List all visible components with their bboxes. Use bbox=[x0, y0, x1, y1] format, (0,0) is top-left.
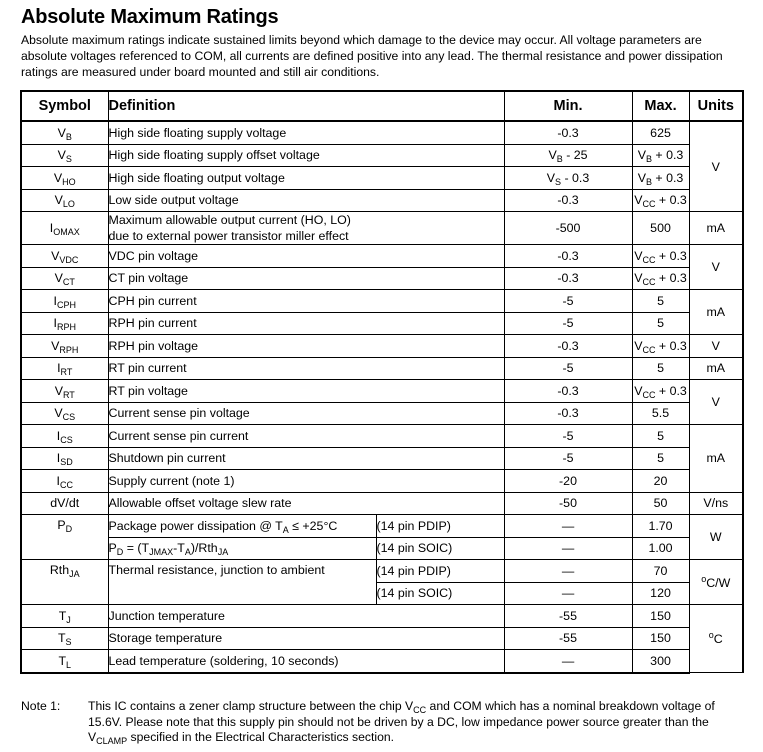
symbol-cell: $I_{RPH}$ bbox=[21, 312, 108, 335]
definition-cell: CPH pin current bbox=[108, 290, 504, 313]
units-cell: mA bbox=[689, 290, 743, 335]
max-cell: 5 bbox=[632, 312, 689, 335]
footnote bbox=[21, 699, 743, 746]
units-cell: V bbox=[689, 245, 743, 290]
units-cell: $^o$C/W bbox=[689, 560, 743, 605]
units-cell: $^o$C bbox=[689, 605, 743, 673]
definition-cell: Junction temperature bbox=[108, 605, 504, 628]
table-row bbox=[21, 144, 743, 167]
definition-cell: Shutdown pin current bbox=[108, 447, 504, 470]
max-cell: 5.5 bbox=[632, 402, 689, 425]
package-cell: (14 pin SOIC) bbox=[376, 582, 504, 605]
table-row bbox=[21, 312, 743, 335]
definition-cell: Supply current (note 1) bbox=[108, 470, 504, 493]
min-cell: -50 bbox=[504, 492, 632, 515]
symbol-cell: $I_{SD}$ bbox=[21, 447, 108, 470]
units-cell: mA bbox=[689, 357, 743, 380]
symbol-cell: $V_{LO}$ bbox=[21, 189, 108, 212]
symbol-cell: $V_S$ bbox=[21, 144, 108, 167]
min-cell: — bbox=[504, 582, 632, 605]
definition-cell: Current sense pin voltage bbox=[108, 402, 504, 425]
units-cell: V/ns bbox=[689, 492, 743, 515]
min-cell: — bbox=[504, 560, 632, 583]
absolute-maximum-ratings-table bbox=[20, 90, 744, 674]
units-cell: V bbox=[689, 380, 743, 425]
definition-cell: Thermal resistance, junction to ambient bbox=[108, 560, 376, 605]
definition-cell: RPH pin voltage bbox=[108, 335, 504, 358]
min-cell: -0.3 bbox=[504, 121, 632, 144]
max-cell: 5 bbox=[632, 447, 689, 470]
symbol-cell: $P_D$ bbox=[21, 515, 108, 560]
package-cell: (14 pin PDIP) bbox=[376, 560, 504, 583]
max-cell: $V_B + 0.3$ bbox=[632, 144, 689, 167]
symbol-cell: $V_{RPH}$ bbox=[21, 335, 108, 358]
table-row bbox=[21, 212, 743, 245]
intro-paragraph: Absolute maximum ratings indicate sustained limits beyond which damage to the device may occur. All voltage parameters are absolute voltages referenced to COM, all currents are defined positive into any lead. The thermal resistance and power dissipation ratings are measured under board mounted and still air conditions. bbox=[21, 33, 723, 79]
definition-cell: High side floating output voltage bbox=[108, 167, 504, 190]
header-symbol: Symbol bbox=[21, 91, 108, 121]
symbol-cell: $T_L$ bbox=[21, 650, 108, 673]
definition-cell: CT pin voltage bbox=[108, 267, 504, 290]
min-cell: -20 bbox=[504, 470, 632, 493]
symbol-cell: $V_{HO}$ bbox=[21, 167, 108, 190]
table-row bbox=[21, 189, 743, 212]
symbol-cell: dV/dt bbox=[21, 492, 108, 515]
symbol-cell: $V_{CS}$ bbox=[21, 402, 108, 425]
definition-cell: VDC pin voltage bbox=[108, 245, 504, 268]
min-cell: -5 bbox=[504, 425, 632, 448]
symbol-cell: $I_{RT}$ bbox=[21, 357, 108, 380]
min-cell: -0.3 bbox=[504, 402, 632, 425]
definition-cell: $P_D = (T_{JMAX}-T_A)/Rth_{JA}$ bbox=[108, 537, 376, 560]
max-cell: $V_{CC} + 0.3$ bbox=[632, 380, 689, 403]
symbol-cell: $V_{VDC}$ bbox=[21, 245, 108, 268]
max-cell: 150 bbox=[632, 627, 689, 650]
max-cell: $V_{CC} + 0.3$ bbox=[632, 189, 689, 212]
min-cell: $V_S - 0.3$ bbox=[504, 167, 632, 190]
units-cell: mA bbox=[689, 425, 743, 493]
table-row bbox=[21, 627, 743, 650]
definition-cell: Current sense pin current bbox=[108, 425, 504, 448]
footnote-text: This IC contains a zener clamp structure between the chip $V_{CC}$ and COM which has a nominal breakdown voltage of 15.6V. Please note that this supply pin should not be driven by a DC, low impedance power source greater than the $V_{CLAMP}$ specified in the Electrical Characteristics section. bbox=[88, 699, 715, 746]
table-row bbox=[21, 335, 743, 358]
max-cell: 70 bbox=[632, 560, 689, 583]
definition-cell: RPH pin current bbox=[108, 312, 504, 335]
min-cell: -55 bbox=[504, 627, 632, 650]
symbol-cell: $I_{CS}$ bbox=[21, 425, 108, 448]
table-row bbox=[21, 492, 743, 515]
package-cell: (14 pin PDIP) bbox=[376, 515, 504, 538]
definition-cell: High side floating supply voltage bbox=[108, 121, 504, 144]
max-cell: 500 bbox=[632, 212, 689, 245]
package-cell: (14 pin SOIC) bbox=[376, 537, 504, 560]
table-row bbox=[21, 245, 743, 268]
max-cell: 5 bbox=[632, 425, 689, 448]
table-row bbox=[21, 447, 743, 470]
symbol-cell: $I_{CC}$ bbox=[21, 470, 108, 493]
table-row bbox=[21, 402, 743, 425]
min-cell: -0.3 bbox=[504, 267, 632, 290]
symbol-cell: $T_J$ bbox=[21, 605, 108, 628]
max-cell: 20 bbox=[632, 470, 689, 493]
table-row bbox=[21, 380, 743, 403]
max-cell: 150 bbox=[632, 605, 689, 628]
header-min: Min. bbox=[504, 91, 632, 121]
table-row bbox=[21, 470, 743, 493]
table-row bbox=[21, 267, 743, 290]
table-row bbox=[21, 515, 743, 538]
header-definition: Definition bbox=[108, 91, 504, 121]
definition-cell: RT pin current bbox=[108, 357, 504, 380]
min-cell: -5 bbox=[504, 447, 632, 470]
min-cell: -5 bbox=[504, 290, 632, 313]
symbol-cell: $I_{CPH}$ bbox=[21, 290, 108, 313]
max-cell: 50 bbox=[632, 492, 689, 515]
units-cell: V bbox=[689, 335, 743, 358]
table-row bbox=[21, 167, 743, 190]
symbol-cell: $V_{CT}$ bbox=[21, 267, 108, 290]
symbol-cell: $T_S$ bbox=[21, 627, 108, 650]
max-cell: $V_{CC} + 0.3$ bbox=[632, 245, 689, 268]
definition-cell: Allowable offset voltage slew rate bbox=[108, 492, 504, 515]
max-cell: 5 bbox=[632, 290, 689, 313]
min-cell: -5 bbox=[504, 357, 632, 380]
symbol-cell: $I_{OMAX}$ bbox=[21, 212, 108, 245]
table-row bbox=[21, 650, 743, 673]
table-row bbox=[21, 537, 743, 560]
min-cell: -0.3 bbox=[504, 245, 632, 268]
definition-cell: Package power dissipation @ $T_A \le +25^\circ C$ bbox=[108, 515, 376, 538]
min-cell: -500 bbox=[504, 212, 632, 245]
header-max: Max. bbox=[632, 91, 689, 121]
footnote-label: Note 1: bbox=[21, 699, 61, 713]
max-cell: 300 bbox=[632, 650, 689, 673]
definition-cell: Low side output voltage bbox=[108, 189, 504, 212]
max-cell: 120 bbox=[632, 582, 689, 605]
max-cell: $V_{CC} + 0.3$ bbox=[632, 267, 689, 290]
definition-cell: Lead temperature (soldering, 10 seconds) bbox=[108, 650, 504, 673]
header-units: Units bbox=[689, 91, 743, 121]
min-cell: — bbox=[504, 650, 632, 673]
table-row bbox=[21, 121, 743, 144]
definition-cell: RT pin voltage bbox=[108, 380, 504, 403]
table-row bbox=[21, 605, 743, 628]
min-cell: — bbox=[504, 537, 632, 560]
min-cell: -0.3 bbox=[504, 189, 632, 212]
units-cell: W bbox=[689, 515, 743, 560]
max-cell: $V_{CC} + 0.3$ bbox=[632, 335, 689, 358]
table-row bbox=[21, 425, 743, 448]
units-cell: mA bbox=[689, 212, 743, 245]
table-row bbox=[21, 357, 743, 380]
min-cell: -0.3 bbox=[504, 380, 632, 403]
units-cell: V bbox=[689, 121, 743, 212]
table-row bbox=[21, 560, 743, 583]
definition-cell: Maximum allowable output current (HO, LO) due to external power transistor miller effect bbox=[108, 212, 504, 245]
table-header-row bbox=[21, 91, 743, 121]
table-row bbox=[21, 290, 743, 313]
max-cell: $V_B + 0.3$ bbox=[632, 167, 689, 190]
definition-cell: Storage temperature bbox=[108, 627, 504, 650]
symbol-cell: Rth$_{JA}$ bbox=[21, 560, 108, 605]
definition-cell: High side floating supply offset voltage bbox=[108, 144, 504, 167]
min-cell: — bbox=[504, 515, 632, 538]
max-cell: 625 bbox=[632, 121, 689, 144]
max-cell: 5 bbox=[632, 357, 689, 380]
min-cell: -5 bbox=[504, 312, 632, 335]
min-cell: -0.3 bbox=[504, 335, 632, 358]
max-cell: 1.00 bbox=[632, 537, 689, 560]
page-title: Absolute Maximum Ratings bbox=[21, 6, 279, 28]
symbol-cell: $V_{RT}$ bbox=[21, 380, 108, 403]
symbol-cell: $V_B$ bbox=[21, 121, 108, 144]
max-cell: 1.70 bbox=[632, 515, 689, 538]
min-cell: $V_B - 25$ bbox=[504, 144, 632, 167]
min-cell: -55 bbox=[504, 605, 632, 628]
